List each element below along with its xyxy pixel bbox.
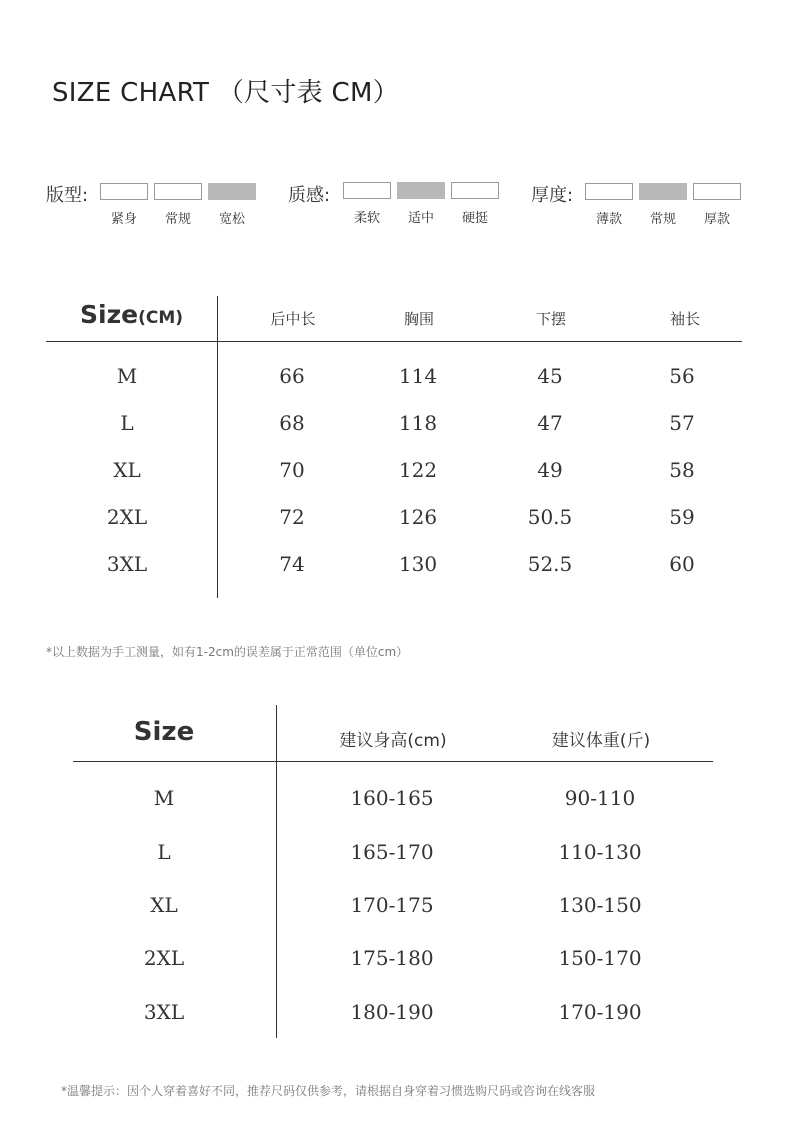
texture-option-swatch-stiff: [451, 182, 499, 199]
table2-cell: 150-170: [558, 946, 642, 970]
table2-cell: 110-130: [558, 840, 642, 864]
table1-cell: 126: [398, 505, 438, 529]
fit-option-caption: 常规: [164, 212, 191, 227]
attribute-fit-label: 版型:: [46, 185, 89, 206]
table2-size-cell: 3XL: [143, 1000, 185, 1024]
table2-cell: 165-170: [350, 840, 434, 864]
table2-size-cell: M: [153, 786, 175, 810]
table1-size-cell: XL: [113, 458, 141, 482]
table2-column-header: 建议身高(cm): [339, 731, 447, 751]
table1-cell: 130: [398, 552, 438, 576]
fit-tip-note: *温馨提示：因个人穿着喜好不同，推荐尺码仅供参考，请根据自身穿着习惯选购尺码或咨询在线客服: [61, 1084, 596, 1098]
table1-size-label: Size: [80, 300, 139, 329]
table1-unit-label: (CM): [138, 308, 184, 328]
attribute-texture-label: 质感:: [288, 185, 331, 206]
table1-cell: 70: [279, 458, 305, 482]
fit-option-caption: 宽松: [218, 212, 245, 227]
table1-cell: 59: [669, 505, 695, 529]
table1-cell: 60: [669, 552, 695, 576]
fit-option-caption: 紧身: [110, 212, 137, 227]
texture-option-caption: 硬挺: [461, 211, 488, 226]
table1-cell: 74: [279, 552, 305, 576]
fit-option-swatch-loose: [208, 183, 256, 200]
table2-cell: 175-180: [350, 946, 434, 970]
measurement-note: *以上数据为手工测量，如有1-2cm的误差属于正常范围（单位cm）: [46, 645, 409, 659]
table1-size-cell: L: [120, 411, 134, 435]
table2-size-header: Size: [133, 717, 195, 747]
table1-header-divider: [46, 341, 742, 342]
table1-cell: 68: [279, 411, 305, 435]
table1-cell: 57: [669, 411, 695, 435]
table1-cell: 114: [398, 364, 438, 388]
table1-column-header: 胸围: [403, 310, 434, 328]
table2-cell: 170-190: [558, 1000, 642, 1024]
table1-size-cell: 2XL: [106, 505, 148, 529]
texture-option-swatch-medium: [397, 182, 445, 199]
table1-cell: 56: [669, 364, 695, 388]
thickness-option-caption: 常规: [649, 212, 676, 227]
thickness-option-caption: 厚款: [703, 212, 730, 227]
table2-cell: 130-150: [558, 893, 642, 917]
fit-option-swatch-tight: [100, 183, 148, 200]
table2-size-cell: XL: [150, 893, 178, 917]
table2-cell: 160-165: [350, 786, 434, 810]
thickness-option-swatch-thick: [693, 183, 741, 200]
page-title: SIZE CHART （尺寸表 CM）: [52, 78, 400, 108]
table1-cell: 58: [669, 458, 695, 482]
table1-column-divider: [217, 296, 218, 598]
table2-cell: 170-175: [350, 893, 434, 917]
table1-cell: 72: [279, 505, 305, 529]
table1-cell: 52.5: [527, 552, 573, 576]
table1-cell: 118: [398, 411, 438, 435]
table2-size-cell: 2XL: [143, 946, 185, 970]
thickness-option-swatch-thin: [585, 183, 633, 200]
table1-size-cell: 3XL: [106, 552, 148, 576]
attribute-thickness-label: 厚度:: [531, 185, 574, 206]
table2-cell: 180-190: [350, 1000, 434, 1024]
table2-column-divider: [276, 705, 277, 1038]
table1-size-header: [80, 300, 183, 329]
table1-size-cell: M: [116, 364, 138, 388]
table2-cell: 90-110: [564, 786, 636, 810]
table2-size-cell: L: [157, 840, 171, 864]
texture-option-caption: 柔软: [353, 211, 380, 226]
table1-cell: 50.5: [527, 505, 573, 529]
table2-header-divider: [73, 761, 713, 762]
texture-option-swatch-soft: [343, 182, 391, 199]
table1-column-header: 后中长: [270, 310, 316, 328]
table1-cell: 122: [398, 458, 438, 482]
thickness-option-caption: 薄款: [595, 212, 622, 227]
table1-cell: 45: [537, 364, 563, 388]
table1-cell: 49: [537, 458, 563, 482]
table1-cell: 47: [537, 411, 563, 435]
table1-column-header: 下摆: [535, 310, 566, 328]
texture-option-caption: 适中: [407, 211, 434, 226]
table2-column-header: 建议体重(斤): [551, 731, 651, 751]
table1-cell: 66: [279, 364, 305, 388]
fit-option-swatch-regular: [154, 183, 202, 200]
thickness-option-swatch-regular: [639, 183, 687, 200]
table1-column-header: 袖长: [669, 310, 700, 328]
